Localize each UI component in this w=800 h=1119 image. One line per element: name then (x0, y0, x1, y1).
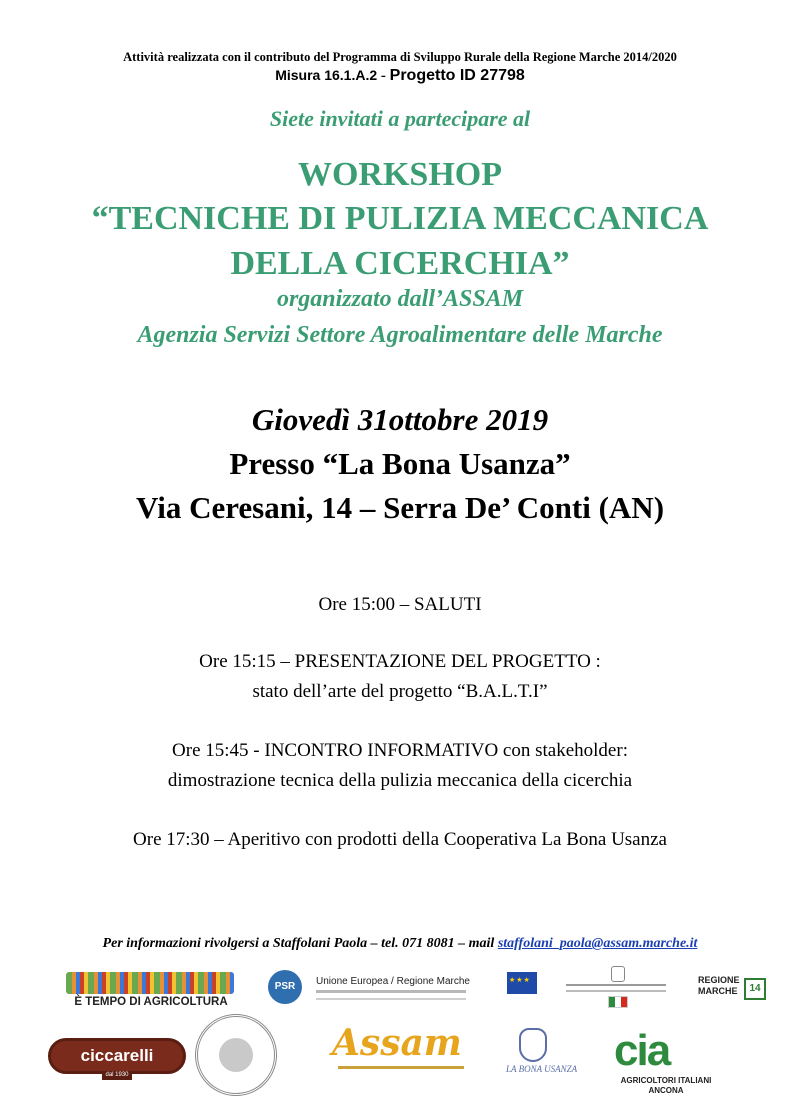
university-seal-center (219, 1038, 253, 1072)
italy-flag-icon (608, 996, 628, 1008)
cia-caption-line: AGRICOLTORI ITALIANI (620, 1076, 712, 1085)
project-id: Progetto ID 27798 (389, 67, 525, 84)
program-item-detail: stato dell’arte del progetto “B.A.L.T.I” (252, 681, 548, 702)
organizer-line: organizzato dall’ASSAM (276, 286, 524, 312)
program-item: Ore 15:00 – SALUTI (318, 594, 482, 615)
invite-text: Siete invitati a partecipare al (269, 106, 531, 131)
cia-logo: cia (614, 1026, 670, 1075)
ciccarelli-logo: ciccarelli (48, 1038, 186, 1074)
ministry-emblem-icon (611, 966, 625, 982)
program-item-detail: dimostrazione tecnica della pulizia meccanica della cicerchia (167, 770, 633, 791)
program-item: Ore 15:45 - INCONTRO INFORMATIVO con stakeholder: (172, 740, 628, 761)
regione-marche-logo (698, 975, 740, 997)
psr-caption-lines (316, 990, 466, 993)
bona-usanza-text: LA BONA USANZA (506, 1064, 578, 1074)
cia-caption-line: ANCONA (648, 1086, 684, 1095)
bona-usanza-emblem-icon (519, 1028, 547, 1062)
psr-caption-lines (316, 998, 466, 1000)
assam-caption-line (338, 1066, 464, 1069)
tempo-agricoltura-logo (66, 972, 234, 994)
cia-caption (606, 1076, 726, 1096)
funding-line: Attività realizzata con il contributo del Programma di Sviluppo Rurale della Regione Marche 2014/2020 (123, 50, 677, 64)
contact-info (0, 936, 800, 952)
assam-logo: Assam (332, 1022, 462, 1064)
contact-text: Per informazioni rivolgersi a Staffolani Paola – tel. 071 8081 – mail (102, 936, 498, 951)
regione-marche-mark: 14 (744, 978, 766, 1000)
separator: - (377, 68, 390, 84)
workshop-title-1: WORKSHOP (297, 156, 503, 193)
event-date: Giovedì 31ottobre 2019 (251, 402, 549, 437)
regione-line: MARCHE (698, 986, 738, 996)
program-item: Ore 15:15 – PRESENTAZIONE DEL PROGETTO : (199, 651, 601, 672)
eu-flag-icon (507, 972, 537, 994)
project-id-line (0, 67, 800, 85)
program-item: Ore 17:30 – Aperitivo con prodotti della Cooperativa La Bona Usanza (133, 829, 667, 850)
contact-email-link[interactable]: staffolani_paola@assam.marche.it (497, 936, 698, 951)
ciccarelli-since: dal 1930 (102, 1071, 132, 1080)
psr-logo: PSR (268, 970, 302, 1004)
tempo-agricoltura-text: È TEMPO DI AGRICOLTURA (74, 996, 228, 1008)
psr-caption: Unione Europea / Regione Marche (316, 976, 470, 987)
workshop-title-2: “TECNICHE DI PULIZIA MECCANICA (91, 200, 709, 237)
misura-label: Misura 16.1.A.2 (275, 67, 378, 83)
event-address: Via Ceresani, 14 – Serra De’ Conti (AN) (135, 490, 665, 525)
organizer-full-name: Agenzia Servizi Settore Agroalimentare delle Marche (137, 322, 663, 348)
ministry-caption-lines (566, 990, 666, 992)
regione-line: REGIONE (698, 975, 740, 985)
event-venue: Presso “La Bona Usanza” (229, 446, 571, 481)
workshop-title-3: DELLA CICERCHIA” (230, 245, 570, 282)
ministry-caption-lines (566, 984, 666, 986)
